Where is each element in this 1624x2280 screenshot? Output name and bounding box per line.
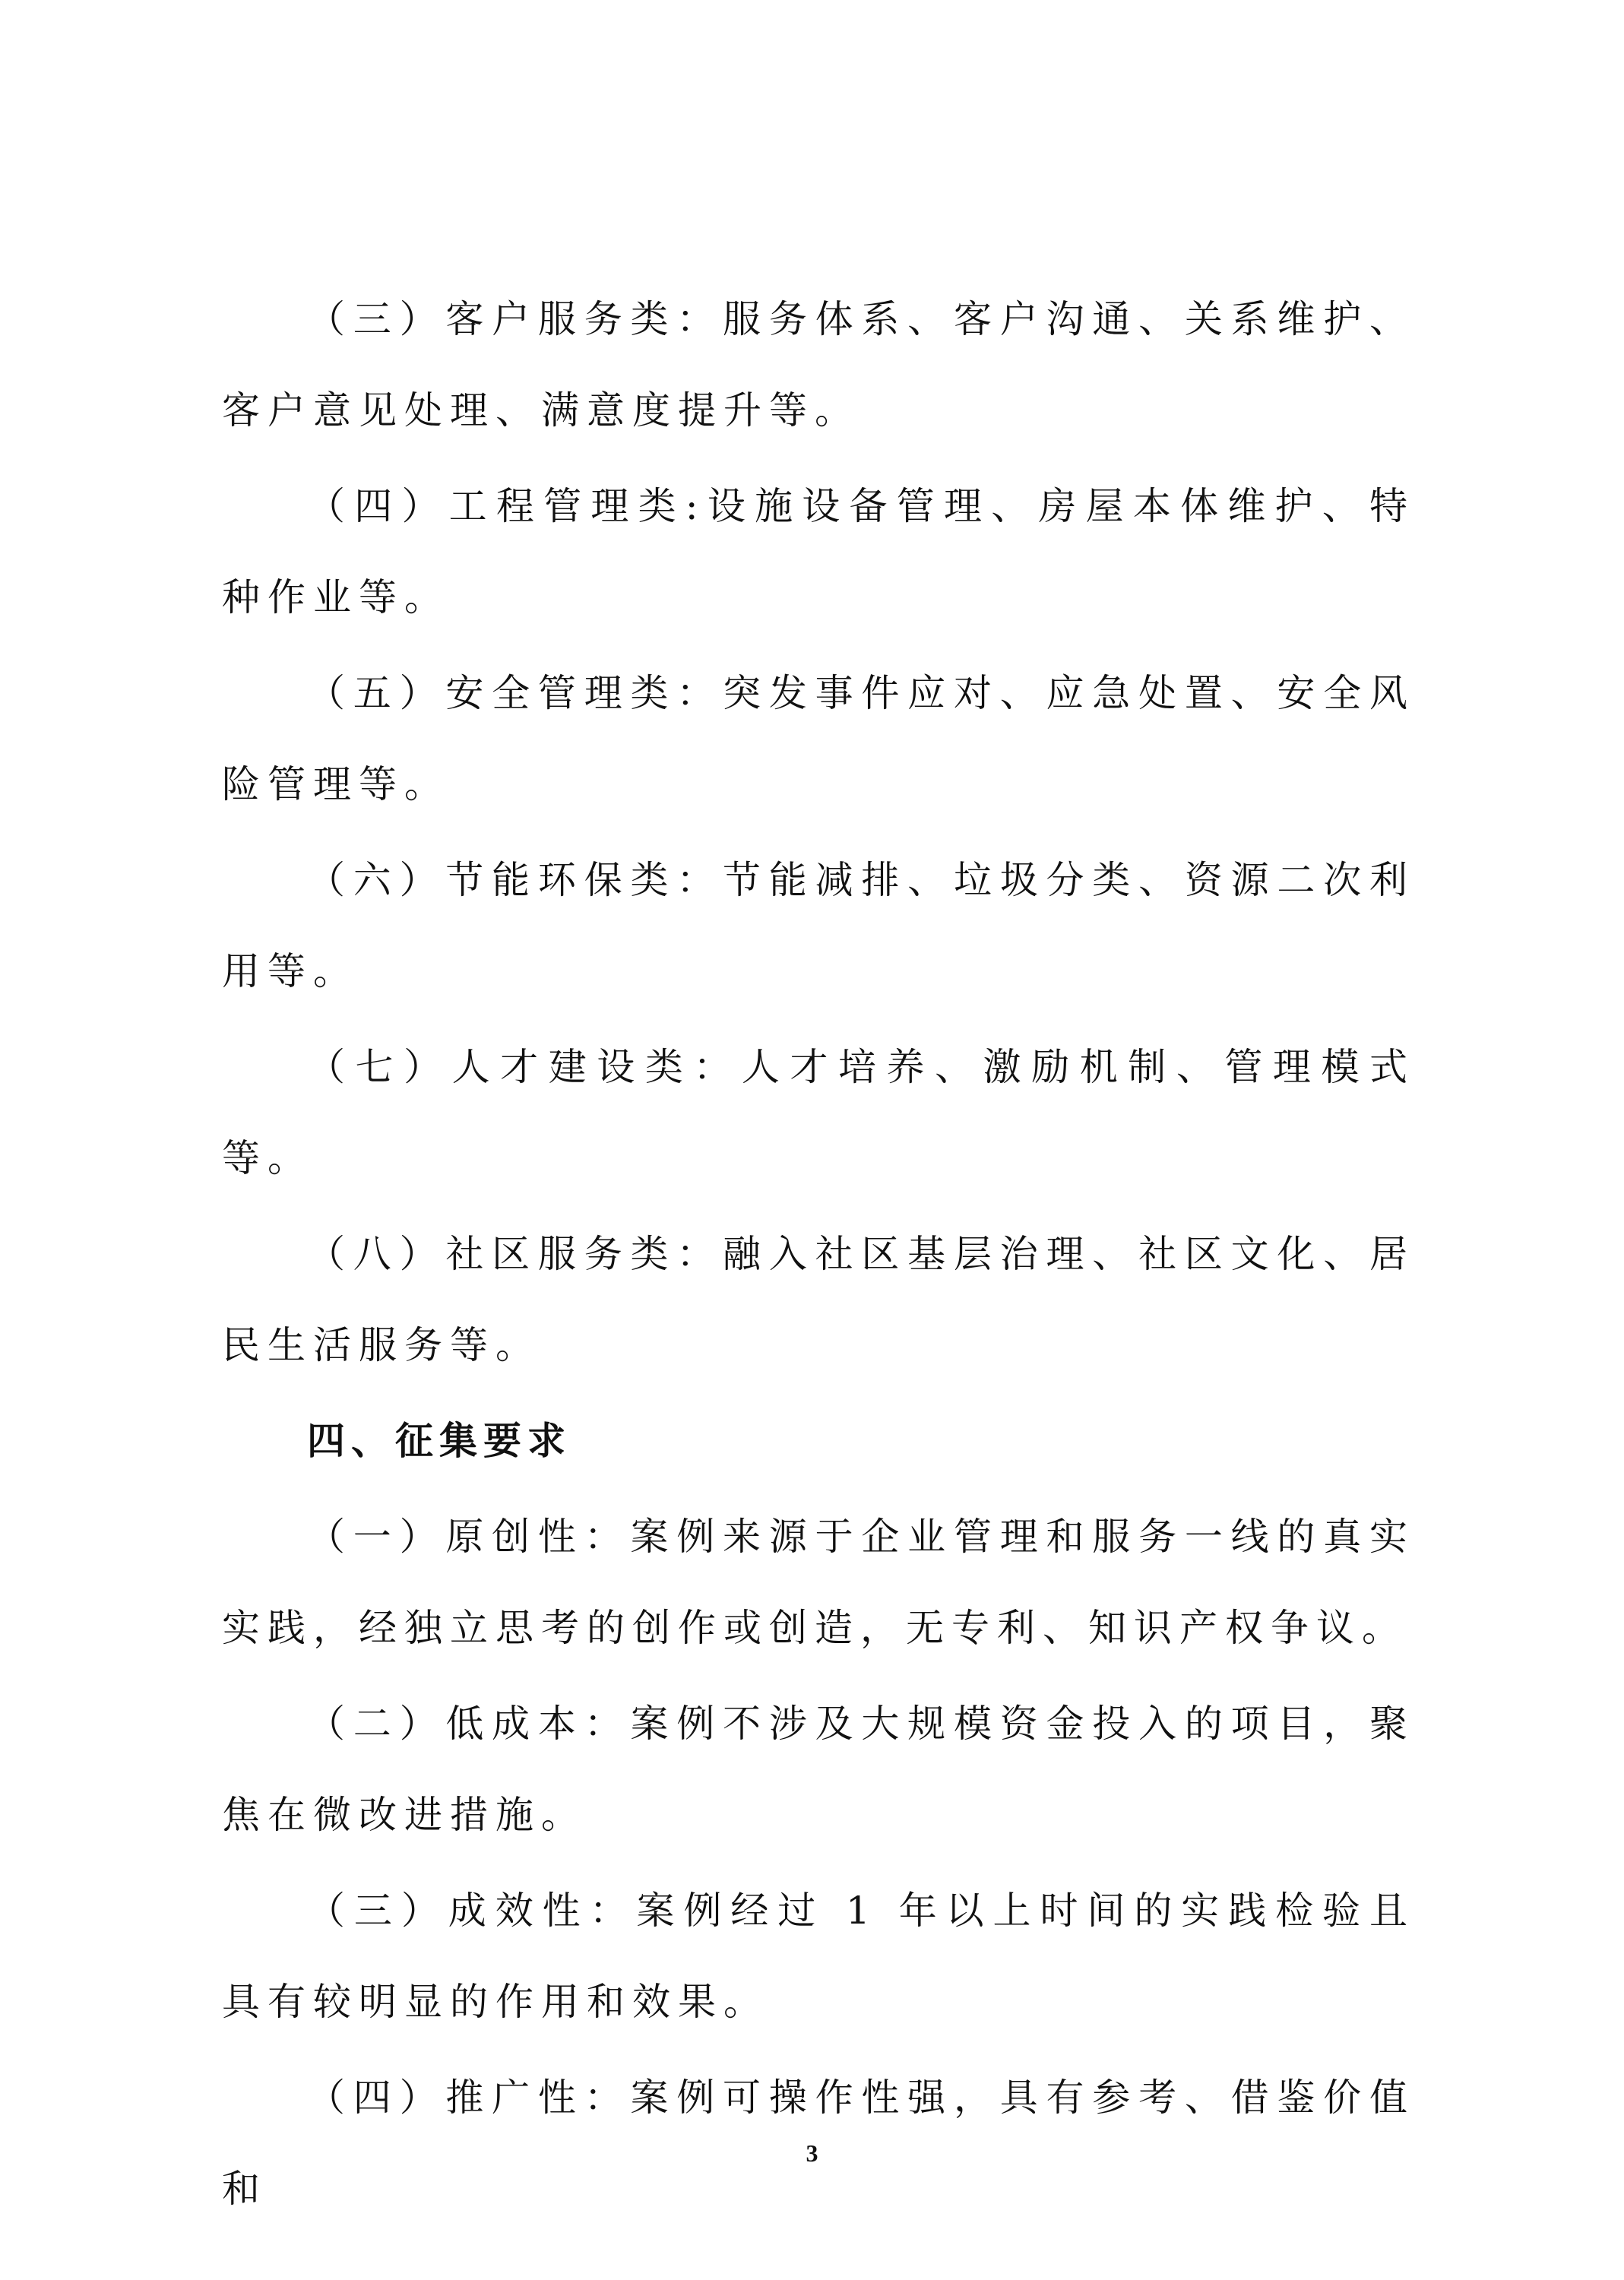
paragraph-community-service: （八）社区服务类：融入社区基层治理、社区文化、居民生活服务等。	[222, 1232, 1415, 1367]
paragraph-engineering-management: （四）工程管理类:设施设备管理、房屋本体维护、特种作业等。	[222, 484, 1415, 619]
paragraph-promotability: （四）推广性：案例可操作性强，具有参考、借鉴价值和	[222, 2076, 1415, 2211]
section-heading: 四、征集要求	[307, 1419, 571, 1463]
paragraph-originality: （一）原创性：案例来源于企业管理和服务一线的真实实践，经独立思考的创作或创造，无专利、知识产权争议。	[222, 1515, 1415, 1650]
paragraph-low-cost: （二）低成本：案例不涉及大规模资金投入的项目，聚焦在微改进措施。	[222, 1702, 1415, 1837]
paragraph-effectiveness: （三）成效性：案例经过 1 年以上时间的实践检验且具有较明显的作用和效果。	[222, 1889, 1415, 2024]
paragraph-energy-environment: （六）节能环保类：节能减排、垃圾分类、资源二次利用等。	[222, 858, 1415, 993]
paragraph-customer-service: （三）客户服务类：服务体系、客户沟通、关系维护、客户意见处理、满意度提升等。	[222, 297, 1415, 432]
document-body	[222, 274, 1415, 2239]
page-number: 3	[806, 2139, 818, 2167]
paragraph-safety-management: （五）安全管理类：突发事件应对、应急处置、安全风险管理等。	[222, 671, 1415, 806]
paragraph-talent-building: （七）人才建设类：人才培养、激励机制、管理模式等。	[222, 1045, 1415, 1180]
